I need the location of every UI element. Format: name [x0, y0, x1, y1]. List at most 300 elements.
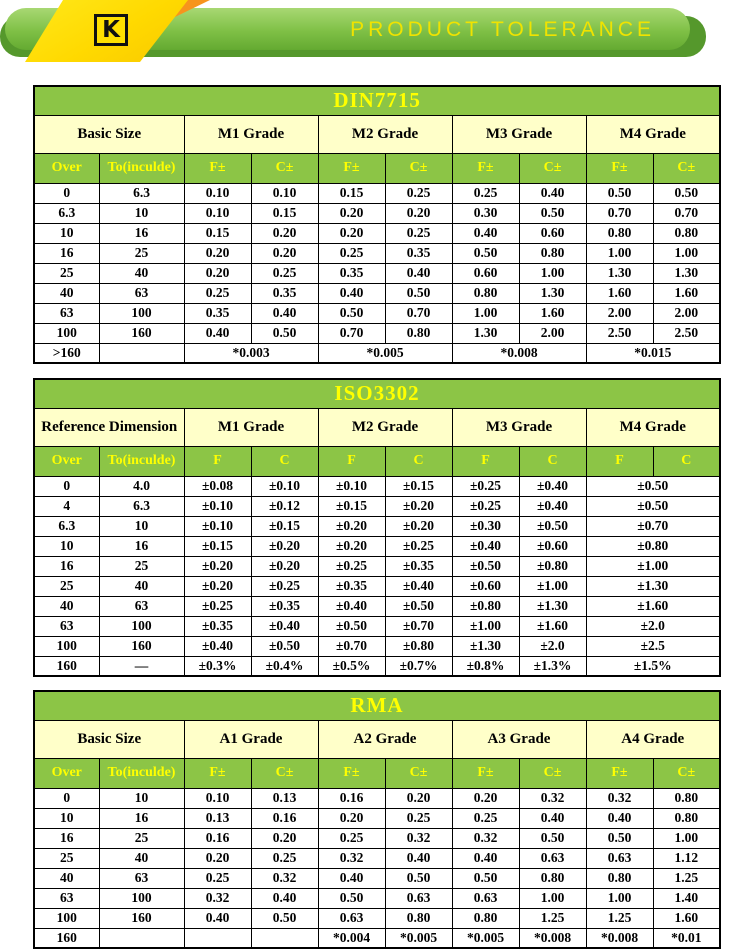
table-cell: 160: [99, 323, 184, 343]
table-cell: *0.003: [184, 343, 318, 363]
table-cell: ±0.20: [251, 556, 318, 576]
table-title: DIN7715: [34, 86, 720, 115]
table-cell: 0.80: [385, 908, 452, 928]
tolerance-table-rma: [33, 690, 721, 949]
table-cell: 0.60: [452, 263, 519, 283]
table-cell: ±0.50: [519, 516, 586, 536]
subheader-cell: To(inculde): [99, 153, 184, 183]
table-cell: ±1.5%: [586, 656, 720, 676]
subheader-cell: F: [452, 446, 519, 476]
table-row: [34, 576, 720, 596]
table-cell: ±0.35: [385, 556, 452, 576]
table-cell: ±0.70: [586, 516, 720, 536]
table-cell: *0.008: [452, 343, 586, 363]
dimension-header: Basic Size: [34, 720, 184, 758]
table-cell: 1.60: [519, 303, 586, 323]
table-cell: ±0.60: [452, 576, 519, 596]
page-banner: [0, 0, 750, 62]
table-cell: ±0.40: [385, 576, 452, 596]
table-cell: 0.20: [452, 788, 519, 808]
table-cell: *0.008: [586, 928, 653, 948]
table-cell: 0.80: [452, 908, 519, 928]
subheader-cell: F±: [452, 153, 519, 183]
grade-header: M3 Grade: [452, 115, 586, 153]
table-cell: ±0.25: [251, 576, 318, 596]
table-row: [34, 223, 720, 243]
table-cell: ±0.5%: [318, 656, 385, 676]
table-cell: ±0.20: [184, 556, 251, 576]
table-cell: [99, 928, 184, 948]
table-cell: 0.50: [251, 323, 318, 343]
table-cell: ±1.30: [586, 576, 720, 596]
table-cell: 160: [99, 908, 184, 928]
table-cell: 40: [99, 263, 184, 283]
grade-header: M4 Grade: [586, 408, 720, 446]
table-cell: 2.00: [653, 303, 720, 323]
table-cell: 0.25: [385, 183, 452, 203]
table-cell: 0: [34, 476, 99, 496]
subheader-cell: C±: [519, 153, 586, 183]
table-cell: 0.50: [385, 283, 452, 303]
table-cell: 1.30: [653, 263, 720, 283]
table-cell: 0.50: [452, 243, 519, 263]
table-cell: 6.3: [34, 203, 99, 223]
table-cell: ±0.40: [184, 636, 251, 656]
table-cell: 0.32: [586, 788, 653, 808]
table-cell: ±0.4%: [251, 656, 318, 676]
table-cell: 25: [99, 556, 184, 576]
table-row: [34, 343, 720, 363]
table-cell: ±0.80: [519, 556, 586, 576]
table-cell: ±0.20: [251, 536, 318, 556]
table-cell: —: [99, 656, 184, 676]
table-cell: ±0.08: [184, 476, 251, 496]
dimension-header: Reference Dimension: [34, 408, 184, 446]
table-cell: 10: [99, 516, 184, 536]
subheader-cell: C±: [251, 758, 318, 788]
table-cell: 0.35: [385, 243, 452, 263]
table-cell: 0.60: [519, 223, 586, 243]
table-cell: ±0.25: [452, 476, 519, 496]
subheader-cell: C±: [653, 153, 720, 183]
table-cell: ±0.7%: [385, 656, 452, 676]
table-cell: 1.00: [519, 263, 586, 283]
table-cell: 6.3: [99, 496, 184, 516]
subheader-cell: C: [653, 446, 720, 476]
table-cell: 63: [34, 616, 99, 636]
table-cell: 40: [34, 596, 99, 616]
table-cell: 0.25: [385, 808, 452, 828]
table-cell: ±0.80: [452, 596, 519, 616]
subheader-cell: F: [184, 446, 251, 476]
table-cell: 0.70: [318, 323, 385, 343]
table-cell: *0.004: [318, 928, 385, 948]
table-row: [34, 788, 720, 808]
table-cell: 0.25: [318, 828, 385, 848]
table-cell: 0.32: [251, 868, 318, 888]
table-cell: 1.40: [653, 888, 720, 908]
table-cell: 0: [34, 788, 99, 808]
subheader-cell: To(inculde): [99, 758, 184, 788]
table-cell: 2.00: [586, 303, 653, 323]
table-cell: 0.16: [184, 828, 251, 848]
table-cell: ±0.10: [318, 476, 385, 496]
table-cell: 0.50: [385, 868, 452, 888]
table-cell: 1.30: [519, 283, 586, 303]
table-cell: 0.30: [452, 203, 519, 223]
table-cell: 63: [99, 596, 184, 616]
table-cell: 0.20: [318, 808, 385, 828]
table-row: [34, 868, 720, 888]
table-title: ISO3302: [34, 379, 720, 408]
table-cell: 2.50: [586, 323, 653, 343]
table-cell: 40: [99, 576, 184, 596]
table-cell: 63: [99, 283, 184, 303]
table-cell: 1.00: [653, 828, 720, 848]
table-cell: 0.63: [318, 908, 385, 928]
table-cell: ±0.20: [385, 496, 452, 516]
table-cell: 100: [99, 616, 184, 636]
table-cell: 4.0: [99, 476, 184, 496]
table-cell: 0.32: [184, 888, 251, 908]
table-cell: 0.13: [251, 788, 318, 808]
table-cell: ±0.25: [184, 596, 251, 616]
table-cell: 0.40: [318, 868, 385, 888]
table-cell: 0.40: [519, 183, 586, 203]
table-cell: 0.40: [519, 808, 586, 828]
table-cell: ±0.40: [519, 496, 586, 516]
table-cell: 0.63: [452, 888, 519, 908]
table-row: [34, 536, 720, 556]
table-cell: ±0.40: [318, 596, 385, 616]
table-cell: *0.015: [586, 343, 720, 363]
table-cell: ±0.50: [586, 476, 720, 496]
grade-header: A1 Grade: [184, 720, 318, 758]
table-cell: 0.25: [184, 868, 251, 888]
table-cell: 0.80: [586, 223, 653, 243]
table-cell: ±0.15: [385, 476, 452, 496]
table-row: [34, 808, 720, 828]
table-cell: 1.00: [519, 888, 586, 908]
table-cell: ±0.30: [452, 516, 519, 536]
table-cell: >160: [34, 343, 99, 363]
grade-header: M2 Grade: [318, 408, 452, 446]
subheader-cell: C±: [385, 758, 452, 788]
table-cell: 1.25: [653, 868, 720, 888]
table-cell: 0.80: [586, 868, 653, 888]
table-cell: *0.005: [385, 928, 452, 948]
table-cell: ±0.20: [318, 516, 385, 536]
table-cell: ±0.35: [184, 616, 251, 636]
table-cell: 0.40: [318, 283, 385, 303]
table-cell: ±0.15: [251, 516, 318, 536]
table-cell: 0.10: [184, 203, 251, 223]
table-cell: 0.40: [184, 323, 251, 343]
table-cell: 1.60: [653, 908, 720, 928]
table-cell: 0.50: [318, 303, 385, 323]
table-cell: 1.00: [586, 243, 653, 263]
subheader-cell: F: [586, 446, 653, 476]
brand-logo: [94, 14, 128, 46]
table-row: [34, 616, 720, 636]
table-row: [34, 908, 720, 928]
table-cell: 0.15: [184, 223, 251, 243]
table-cell: 0.35: [318, 263, 385, 283]
table-cell: ±1.00: [519, 576, 586, 596]
table-cell: 0.63: [519, 848, 586, 868]
table-cell: ±0.25: [452, 496, 519, 516]
table-cell: 25: [34, 848, 99, 868]
table-cell: 0.20: [385, 788, 452, 808]
table-cell: *0.005: [318, 343, 452, 363]
table-cell: 0.63: [586, 848, 653, 868]
tolerance-table-iso3302: [33, 378, 721, 677]
table-cell: 25: [99, 828, 184, 848]
table-cell: ±0.20: [385, 516, 452, 536]
table-cell: 0.80: [519, 868, 586, 888]
table-row: [34, 303, 720, 323]
table-cell: 0.25: [452, 808, 519, 828]
table-cell: 0.15: [318, 183, 385, 203]
table-title-row: [34, 379, 720, 408]
table-cell: [99, 343, 184, 363]
table-cell: 160: [99, 636, 184, 656]
table-cell: 16: [99, 536, 184, 556]
table-cell: 1.60: [653, 283, 720, 303]
grade-header: M1 Grade: [184, 115, 318, 153]
table-cell: 0.20: [184, 263, 251, 283]
table-cell: 2.00: [519, 323, 586, 343]
table-cell: *0.01: [653, 928, 720, 948]
table-cell: ±0.50: [586, 496, 720, 516]
table-cell: ±0.10: [184, 496, 251, 516]
table-cell: 0.80: [385, 323, 452, 343]
table-cell: 0.32: [452, 828, 519, 848]
table-cell: 100: [99, 303, 184, 323]
table-row: [34, 203, 720, 223]
subheader-cell: F: [318, 446, 385, 476]
table-cell: 25: [34, 263, 99, 283]
table-cell: 0.80: [653, 808, 720, 828]
table-cell: 0.40: [586, 808, 653, 828]
table-cell: ±0.70: [385, 616, 452, 636]
table-cell: 1.00: [653, 243, 720, 263]
table-cell: 0.10: [184, 183, 251, 203]
subheader-cell: C: [251, 446, 318, 476]
subheader-cell: To(inculde): [99, 446, 184, 476]
table-cell: 25: [34, 576, 99, 596]
subheader-cell: Over: [34, 446, 99, 476]
table-row: [34, 283, 720, 303]
table-cell: ±0.25: [385, 536, 452, 556]
table-cell: 0.40: [251, 888, 318, 908]
table-cell: 0.50: [586, 828, 653, 848]
table-cell: 0.40: [385, 263, 452, 283]
table-cell: ±0.20: [184, 576, 251, 596]
table-cell: ±0.70: [318, 636, 385, 656]
table-cell: ±0.60: [519, 536, 586, 556]
table-cell: ±0.8%: [452, 656, 519, 676]
table-cell: ±1.60: [586, 596, 720, 616]
grade-header: A3 Grade: [452, 720, 586, 758]
table-row: [34, 496, 720, 516]
table-row: [34, 848, 720, 868]
table-cell: ±0.20: [318, 536, 385, 556]
table-cell: 1.12: [653, 848, 720, 868]
table-cell: 0.80: [519, 243, 586, 263]
table-cell: ±0.15: [318, 496, 385, 516]
table-cell: 40: [99, 848, 184, 868]
table-cell: 0.20: [251, 828, 318, 848]
table-cell: 0.50: [251, 908, 318, 928]
grade-header: M3 Grade: [452, 408, 586, 446]
table-row: [34, 556, 720, 576]
table-cell: 100: [34, 908, 99, 928]
table-cell: ±0.50: [251, 636, 318, 656]
table-cell: 0.70: [653, 203, 720, 223]
table-cell: 0.40: [184, 908, 251, 928]
grade-header-row: [34, 720, 720, 758]
table-cell: ±0.40: [251, 616, 318, 636]
table-cell: 1.25: [586, 908, 653, 928]
table-cell: 0.10: [184, 788, 251, 808]
table-cell: 0.16: [318, 788, 385, 808]
subheader-cell: C±: [653, 758, 720, 788]
table-cell: 0.40: [385, 848, 452, 868]
table-cell: *0.008: [519, 928, 586, 948]
table-cell: 0.25: [251, 263, 318, 283]
table-cell: 2.50: [653, 323, 720, 343]
table-cell: ±0.25: [318, 556, 385, 576]
table-cell: ±0.50: [318, 616, 385, 636]
subheader-row: [34, 446, 720, 476]
table-cell: ±0.12: [251, 496, 318, 516]
table-row: [34, 888, 720, 908]
table-cell: 0.50: [653, 183, 720, 203]
tolerance-table-din7715: [33, 85, 721, 364]
table-cell: ±0.35: [251, 596, 318, 616]
grade-header-row: [34, 115, 720, 153]
table-cell: 1.25: [519, 908, 586, 928]
table-cell: ±0.40: [519, 476, 586, 496]
subheader-row: [34, 153, 720, 183]
table-cell: ±2.0: [519, 636, 586, 656]
table-cell: 0.50: [586, 183, 653, 203]
table-cell: 16: [99, 808, 184, 828]
table-title: RMA: [34, 691, 720, 720]
table-cell: 100: [34, 636, 99, 656]
table-cell: 0.63: [385, 888, 452, 908]
table-cell: 10: [34, 223, 99, 243]
table-cell: 0.32: [519, 788, 586, 808]
table-cell: 0.80: [452, 283, 519, 303]
table-cell: 16: [34, 556, 99, 576]
table-cell: 100: [99, 888, 184, 908]
table-cell: 1.00: [452, 303, 519, 323]
subheader-cell: F±: [452, 758, 519, 788]
table-cell: 0.20: [184, 243, 251, 263]
table-cell: 0.32: [385, 828, 452, 848]
subheader-cell: F±: [184, 153, 251, 183]
table-row: [34, 476, 720, 496]
table-cell: ±1.30: [519, 596, 586, 616]
table-cell: ±0.50: [385, 596, 452, 616]
subheader-cell: C±: [251, 153, 318, 183]
table-cell: ±2.0: [586, 616, 720, 636]
table-row: [34, 243, 720, 263]
subheader-row: [34, 758, 720, 788]
grade-header: A2 Grade: [318, 720, 452, 758]
subheader-cell: C: [385, 446, 452, 476]
table-row: [34, 263, 720, 283]
table-cell: 16: [34, 243, 99, 263]
table-cell: 63: [99, 868, 184, 888]
table-cell: 0.32: [318, 848, 385, 868]
table-cell: 160: [34, 656, 99, 676]
subheader-cell: F±: [586, 758, 653, 788]
table-cell: 0.10: [251, 183, 318, 203]
table-cell: 0.70: [385, 303, 452, 323]
table-cell: ±0.50: [452, 556, 519, 576]
grade-header: M2 Grade: [318, 115, 452, 153]
table-cell: 0.25: [251, 848, 318, 868]
table-cell: 10: [99, 788, 184, 808]
table-cell: 0.50: [519, 203, 586, 223]
table-cell: ±0.10: [184, 516, 251, 536]
table-cell: 0.20: [318, 203, 385, 223]
table-cell: ±0.10: [251, 476, 318, 496]
subheader-cell: Over: [34, 153, 99, 183]
table-cell: ±1.30: [452, 636, 519, 656]
table-cell: 0.70: [586, 203, 653, 223]
table-cell: ±0.80: [385, 636, 452, 656]
table-cell: 0.25: [452, 183, 519, 203]
table-cell: 0.25: [385, 223, 452, 243]
table-title-row: [34, 691, 720, 720]
grade-header: A4 Grade: [586, 720, 720, 758]
table-cell: 0.40: [251, 303, 318, 323]
table-row: [34, 183, 720, 203]
table-cell: 100: [34, 323, 99, 343]
table-cell: 0.40: [452, 223, 519, 243]
table-row: [34, 516, 720, 536]
table-row: [34, 323, 720, 343]
table-row: [34, 656, 720, 676]
table-cell: 4: [34, 496, 99, 516]
table-row: [34, 596, 720, 616]
table-cell: *0.005: [452, 928, 519, 948]
table-cell: 6.3: [99, 183, 184, 203]
table-cell: ±0.35: [318, 576, 385, 596]
table-cell: 6.3: [34, 516, 99, 536]
table-cell: 40: [34, 283, 99, 303]
subheader-cell: Over: [34, 758, 99, 788]
subheader-cell: F±: [184, 758, 251, 788]
subheader-cell: F±: [318, 758, 385, 788]
table-cell: 40: [34, 868, 99, 888]
table-cell: 63: [34, 888, 99, 908]
table-cell: ±0.3%: [184, 656, 251, 676]
table-cell: 0.20: [184, 848, 251, 868]
grade-header: M1 Grade: [184, 408, 318, 446]
table-cell: 10: [34, 808, 99, 828]
dimension-header: Basic Size: [34, 115, 184, 153]
table-cell: 0.40: [452, 848, 519, 868]
table-row: [34, 828, 720, 848]
brand-logo-letter: K: [102, 16, 120, 43]
table-cell: [251, 928, 318, 948]
table-cell: ±1.60: [519, 616, 586, 636]
